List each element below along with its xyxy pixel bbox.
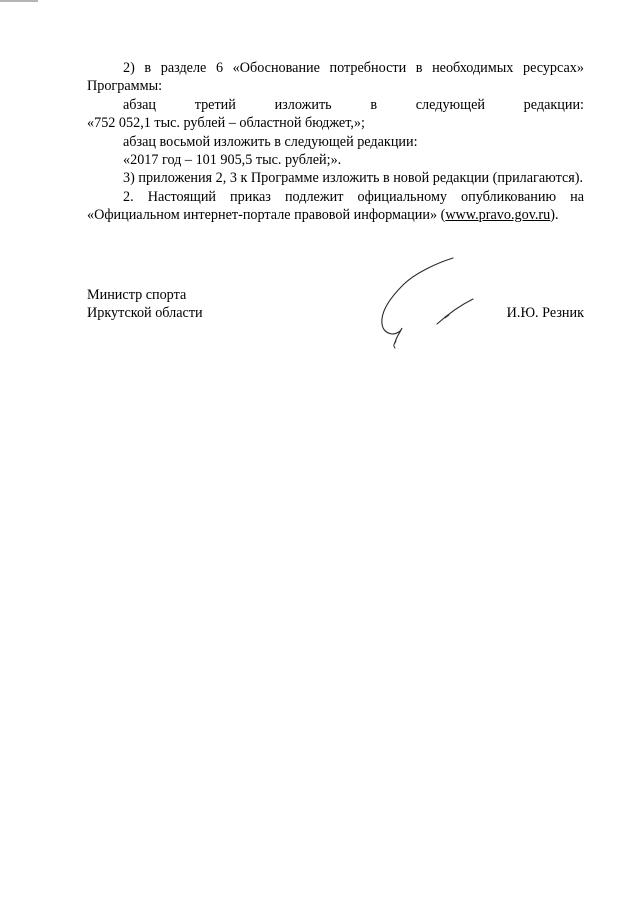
signatory-name: И.Ю. Резник	[506, 305, 584, 322]
signatory-title-line-2: Иркутской области	[87, 305, 203, 322]
signature-block	[87, 286, 584, 356]
paragraph-text: 2) в разделе 6 «Обоснование потребности в необходимых ресурсах» Программы:	[87, 60, 584, 95]
paragraph-text: ).	[550, 207, 559, 224]
paragraph-text: абзац восьмой изложить в следующей редакции:	[123, 133, 418, 150]
pravo-link[interactable]: www.pravo.gov.ru	[445, 207, 551, 224]
paragraph-text: «2017 год – 101 905,5 тыс. рублей;».	[123, 152, 342, 169]
paragraph-text: 2. Настоящий приказ подлежит официальному опубликованию на «Официальном интернет-портале правовой информации» (	[87, 188, 584, 224]
signatory-title-line-1: Министр спорта	[87, 287, 187, 303]
paragraph-text: абзац третий изложить в следующей редакции:	[123, 96, 584, 113]
paragraph-appendices	[87, 169, 584, 187]
scan-corner-mark	[0, 0, 38, 2]
paragraph-publication	[87, 188, 584, 225]
paragraph-third-abzac	[87, 96, 584, 114]
paragraph-text: 3) приложения 2, 3 к Программе изложить в новой редакции (прилагаются).	[123, 170, 584, 187]
paragraph-section-6	[87, 59, 584, 96]
paragraph-text: «752 052,1 тыс. рублей – областной бюджет,»;	[87, 115, 365, 132]
paragraph-year-2017	[87, 151, 584, 169]
paragraph-amount-budget	[87, 114, 584, 132]
paragraph-eighth-abzac	[87, 133, 584, 151]
document-body	[87, 59, 584, 225]
signatory-title	[87, 286, 203, 323]
handwritten-signature	[365, 255, 485, 350]
